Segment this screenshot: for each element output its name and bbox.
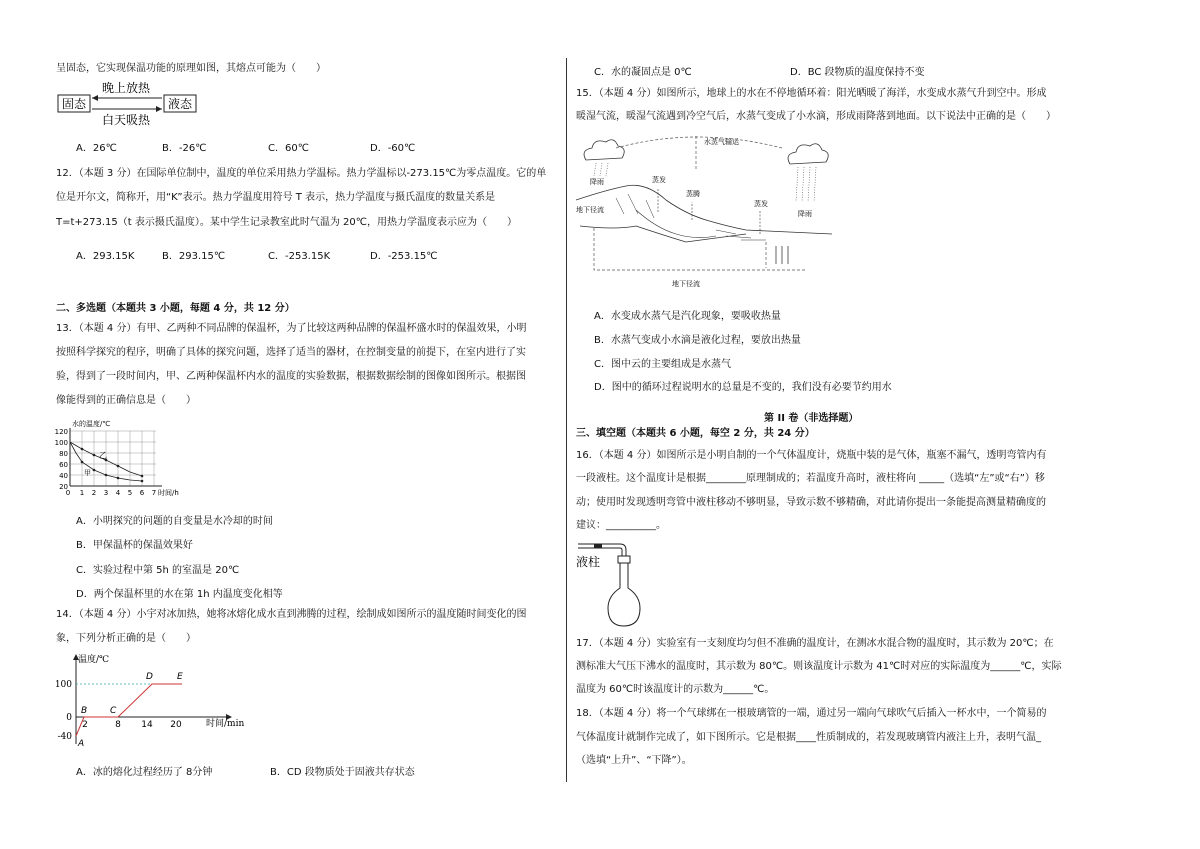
q13-chart-ylabel: 水的温度/℃ xyxy=(72,420,111,428)
q14-point-c: C xyxy=(110,706,117,716)
q12-line3: T=t+273.15（t 表示摄氏温度）。某中学生记录教室此时气温为 20℃，用热力学温度表示应为（ ） xyxy=(56,217,518,228)
q14-option-b[interactable]: B．CD 段物质处于固液共存状态 xyxy=(270,767,415,778)
q14-xtick: 2 xyxy=(82,720,88,730)
water-cycle-diagram xyxy=(576,130,832,298)
q13-ytick: 120 xyxy=(54,428,68,436)
q13-xtick: 5 xyxy=(127,489,133,497)
q14-xtick: 8 xyxy=(115,720,121,730)
q14-heating-chart xyxy=(54,650,246,749)
section-3-heading: 三、填空题（本题共 6 小题，每空 2 分，共 24 分） xyxy=(576,428,815,439)
q17-line2: 测标准大气压下沸水的温度时，其示数为 80℃。则该温度计示数为 41℃时对应的实际温度为______℃，实际 xyxy=(576,661,1062,672)
liquid-column-label: 液柱 xyxy=(576,555,601,569)
q13-ytick: 20 xyxy=(59,483,68,491)
q13-xtick: 4 xyxy=(115,489,121,497)
q14-xtick: 14 xyxy=(141,720,153,730)
q14-ytick-neg: -40 xyxy=(57,732,72,742)
transpiration-label: 蒸腾 xyxy=(686,190,700,198)
q14-option-a[interactable]: A．冰的熔化过程经历了 8分钟 xyxy=(76,767,213,778)
q14-point-b: B xyxy=(81,706,88,716)
q14-point-d: D xyxy=(146,672,153,682)
q12-option-c[interactable]: C．-253.15K xyxy=(268,251,331,262)
q16-line4: 建议：__________。 xyxy=(576,520,666,531)
q13-xtick: 6 xyxy=(139,489,145,497)
q14-option-c[interactable]: C．水的凝固点是 0℃ xyxy=(594,67,692,78)
q15-option-c[interactable]: C．图中云的主要组成是水蒸气 xyxy=(594,359,731,370)
part-2-title: 第 II 卷（非选择题） xyxy=(764,413,859,424)
q13-option-d[interactable]: D．两个保温杯里的水在第 1h 内温度变化相等 xyxy=(76,589,283,600)
q13-ytick: 80 xyxy=(59,450,68,458)
q14-point-a: A xyxy=(78,739,85,749)
q14-chart-ylabel: 温度/℃ xyxy=(78,655,110,665)
rain-right-label: 降雨 xyxy=(798,210,812,218)
q15-line2: 暖湿气流，暖湿气流遇到冷空气后，水蒸气变成了小水滴，形成雨降落到地面。以下说法中正确的是（ ） xyxy=(576,111,1056,122)
q13-line3: 验，得到了一段时间内，甲、乙两种保温杯内水的温度的实验数据，根据数据绘制的图像如图所示。根据图 xyxy=(56,371,526,382)
q14-xtick: 20 xyxy=(170,720,182,730)
q13-cooling-chart xyxy=(56,416,196,502)
q16-line1: 16．（本题 4 分）如图所示是小明自制的一个气体温度计，烧瓶中装的是气体，瓶塞不漏气，透明弯管内有 xyxy=(576,450,1047,461)
q11-option-a[interactable]: A．26℃ xyxy=(76,143,117,154)
q14-point-e: E xyxy=(177,672,183,682)
q12-line1: 12．（本题 3 分）在国际单位制中，温度的单位采用热力学温标。热力学温标以-273.15℃为零点温度。它的单 xyxy=(56,168,547,179)
q16-line2: 一段液柱。这个温度计是根据________原理制成的；若温度升高时，液柱将向 _____（选填“左”或“右”）移 xyxy=(576,473,1045,484)
q17-line3: 温度为 60℃时该温度计的示数为______℃。 xyxy=(576,684,775,695)
surface-runoff-label: 地下径流 xyxy=(576,206,604,214)
q15-line1: 15．（本题 4 分）如图所示，地球上的水在不停地循环着：阳光晒暖了海洋，水变成水蒸气升到空中。形成 xyxy=(576,88,1047,99)
q13-xtick: 3 xyxy=(103,489,109,497)
q13-xtick-0: 0 xyxy=(65,489,71,497)
evaporation-label-2: 蒸发 xyxy=(754,200,768,208)
rain-left-label: 降雨 xyxy=(590,178,604,186)
diagram-liquid: 液态 xyxy=(167,97,193,111)
q14-chart-xlabel: 时间/min xyxy=(206,719,245,729)
q14-line2: 象，下列分析正确的是（ ） xyxy=(56,633,196,644)
q11-option-c[interactable]: C．60℃ xyxy=(268,143,309,154)
q12-option-b[interactable]: B．293.15℃ xyxy=(162,251,226,262)
q15-option-b[interactable]: B．水蒸气变成小水滴是液化过程，要放出热量 xyxy=(594,335,801,346)
q18-line2: 气体温度计就制作完成了，如下图所示。它是根据____性质制成的，若发现玻璃管内液注上升，表明气温_ xyxy=(576,732,1041,743)
q15-option-a[interactable]: A．水变成水蒸气是汽化现象，要吸收热量 xyxy=(594,311,781,322)
q15-option-d[interactable]: D．图中的循环过程说明水的总量是不变的，我们没有必要节约用水 xyxy=(594,382,892,393)
q16-line3: 动；使用时发现透明弯管中液柱移动不够明显，导致示数不够精确，对此请你提出一条能提高测量精确度的 xyxy=(576,497,1046,508)
q14-line1: 14．（本题 4 分）小宇对冰加热，她将冰熔化成水直到沸腾的过程，绘制成如图所示的温度随时间变化的图 xyxy=(56,609,527,620)
column-divider xyxy=(566,58,567,782)
q13-xtick: 2 xyxy=(91,489,97,497)
underground-runoff-label: 地下径流 xyxy=(672,280,700,288)
diagram-bottom-label: 白天吸热 xyxy=(101,113,151,127)
q13-ytick: 100 xyxy=(54,439,68,447)
q11-option-b[interactable]: B．-26℃ xyxy=(162,143,207,154)
diagram-solid: 固态 xyxy=(61,97,87,111)
q13-chart-xlabel: 时间/h xyxy=(158,489,179,497)
q13-series-b-label: 乙 xyxy=(99,451,107,460)
q13-line4: 像能得到的正确信息是（ ） xyxy=(56,395,196,406)
phase-diagram xyxy=(56,82,216,128)
q12-option-a[interactable]: A．293.15K xyxy=(76,251,135,262)
q13-option-a[interactable]: A．小明探究的问题的自变量是水冷却的时间 xyxy=(76,516,273,527)
section-2-heading: 二、多选题（本题共 3 小题，每题 4 分，共 12 分） xyxy=(56,303,295,314)
q13-option-c[interactable]: C．实验过程中第 5h 的室温是 20℃ xyxy=(76,565,240,576)
q13-line2: 按照科学探究的程序，明确了具体的探究问题，选择了适当的器材，在控制变量的前提下，在室内进行了实 xyxy=(56,347,526,358)
q12-option-d[interactable]: D．-253.15℃ xyxy=(370,251,438,262)
q18-line1: 18．（本题 4 分）将一个气球绑在一根玻璃管的一端，通过另一端向气球吹气后插入一杯水中，一个简易的 xyxy=(576,708,1047,719)
q13-xtick: 7 xyxy=(151,489,157,497)
q13-line1: 13．（本题 4 分）有甲、乙两种不同品牌的保温杯，为了比较这两种品牌的保温杯盛水时的保温效果，小明 xyxy=(56,323,527,334)
q13-ytick: 60 xyxy=(59,461,68,469)
gas-thermometer-figure xyxy=(576,538,666,630)
q13-ytick: 40 xyxy=(59,472,68,480)
q17-line1: 17．（本题 4 分）实验室有一支刻度均匀但不准确的温度计，在测冰水混合物的温度时，其示数为 20℃；在 xyxy=(576,638,1054,649)
q14-ytick-100: 100 xyxy=(54,680,72,690)
evaporation-label-1: 蒸发 xyxy=(652,176,666,184)
q11-stem: 呈固态，它实现保温功能的原理如图，其熔点可能为（ ） xyxy=(56,63,326,74)
q11-option-d[interactable]: D．-60℃ xyxy=(370,143,416,154)
q14-ytick-0: 0 xyxy=(66,713,72,723)
q13-series-a-label: 甲 xyxy=(84,469,91,477)
water-vapor-transport-label: 水蒸气输运 xyxy=(704,138,739,146)
diagram-top-label: 晚上放热 xyxy=(101,81,151,95)
q13-xtick: 1 xyxy=(79,489,85,497)
q13-option-b[interactable]: B．甲保温杯的保温效果好 xyxy=(76,540,193,551)
q18-line3: （选填“上升”、“下降”）。 xyxy=(576,755,692,766)
q12-line2: 位是开尔文，简称开，用“K”表示。热力学温度用符号 T 表示，热力学温度与摄氏温度的数量关系是 xyxy=(56,192,496,203)
q14-option-d[interactable]: D．BC 段物质的温度保持不变 xyxy=(790,67,925,78)
